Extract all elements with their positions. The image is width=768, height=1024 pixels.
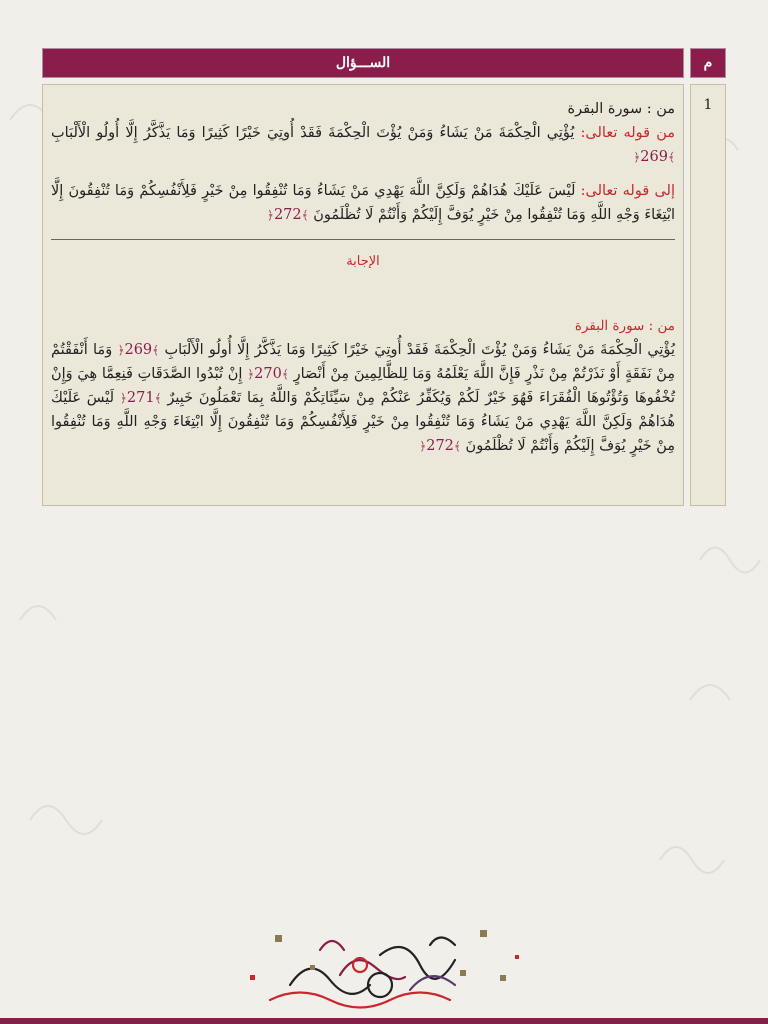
- ornament-close: ﴿: [266, 208, 274, 222]
- ornament-close: ﴿: [633, 150, 641, 164]
- ornament-open: ﴾: [453, 439, 461, 453]
- ayah-number: 271: [126, 390, 155, 406]
- ornament-open: ﴾: [667, 150, 675, 164]
- question-part2: [51, 179, 675, 227]
- answer-source: من : سورة البقرة: [574, 318, 675, 334]
- ornament-close: ﴿: [419, 439, 427, 453]
- ornament-open: ﴾: [152, 343, 160, 357]
- calligraphy-decoration: [230, 915, 540, 1015]
- ornament-open: ﴾: [281, 367, 289, 381]
- ornament-close: ﴿: [119, 391, 127, 405]
- header-number: م: [690, 48, 726, 78]
- answer-verse-4: لَيْسَ عَلَيْكَ هُدَاهُمْ وَلَكِنَّ اللَّهَ يَهْدِي مَنْ يَشَاءُ وَمَا تُنْفِقُوا مِنْ خَيْرٍ فَلِأَنْفُسِكُمْ وَمَا تُنْفِقُونَ إِلَّا ابْتِغَاءَ وَجْهِ اللَّهِ وَمَا تُنْفِقُوا مِنْ خَيْرٍ يُوَفَّ إِلَيْكُمْ وَأَنْتُمْ لَا تُظْلَمُونَ: [51, 390, 675, 454]
- answer-text: [51, 338, 675, 458]
- question-cell: [42, 84, 684, 506]
- question-part1: [51, 121, 675, 169]
- ornament-open: ﴾: [301, 208, 309, 222]
- answer-verse-2: وَمَا أَنْفَقْتُمْ مِنْ نَفَقَةٍ أَوْ نَذَرْتُمْ مِنْ نَذْرٍ فَإِنَّ اللَّهَ يَعْلَمُهُ وَمَا لِلظَّالِمِينَ مِنْ أَنْصَارٍ: [51, 342, 676, 382]
- answer-ayah-269: [117, 342, 159, 358]
- ornament-close: ﴿: [247, 367, 255, 381]
- ornament-close: ﴿: [117, 343, 125, 357]
- row-number: [690, 84, 726, 506]
- question-source: من : سورة البقرة: [567, 101, 675, 117]
- ayah-number: 269: [124, 342, 153, 358]
- ayah-number: 269: [640, 149, 668, 165]
- answer-verse-3: إِنْ تُبْدُوا الصَّدَقَاتِ فَنِعِمَّا هِيَ وَإِنْ تُخْفُوهَا وَتُؤْتُوهَا الْفُقَرَاءَ فَهُوَ خَيْرٌ لَكُمْ وَيُكَفِّرُ عَنْكُمْ مِنْ سَيِّئَاتِكُمْ وَاللَّهُ بِمَا تَعْمَلُونَ خَبِيرٌ: [51, 366, 675, 406]
- answer-ayah-272: [419, 438, 461, 454]
- ornament-open: ﴾: [154, 391, 162, 405]
- answer-ayah-271: [120, 390, 162, 406]
- row-number-value: 1: [703, 97, 713, 113]
- ayah-number-272: [267, 207, 309, 223]
- ayah-number: 270: [254, 366, 282, 382]
- answer-ayah-270: [247, 366, 289, 382]
- ayah-number: 272: [273, 207, 302, 223]
- question-part1-prefix: من قوله تعالى:: [574, 125, 676, 141]
- header-question: الســـؤال: [42, 48, 684, 78]
- answer-title: الإجابة: [346, 254, 380, 269]
- answer-verse-1: يُؤْتِي الْحِكْمَةَ مَنْ يَشَاءُ وَمَنْ يُؤْتَ الْحِكْمَةَ فَقَدْ أُوتِيَ خَيْرًا كَثِيرًا وَمَا يَذَّكَّرُ إِلَّا أُولُو الْأَلْبَابِ: [164, 342, 675, 358]
- question-part2-prefix: إلى قوله تعالى:: [575, 183, 675, 199]
- question-part2-text: لَيْسَ عَلَيْكَ هُدَاهُمْ وَلَكِنَّ اللَّهَ يَهْدِي مَنْ يَشَاءُ وَمَا تُنْفِقُوا مِنْ خَيْرٍ فَلِأَنْفُسِكُمْ وَمَا تُنْفِقُونَ إِلَّا ابْتِغَاءَ وَجْهِ اللَّهِ وَمَا تُنْفِقُوا مِنْ خَيْرٍ يُوَفَّ إِلَيْكُمْ وَأَنْتُمْ لَا تُظْلَمُونَ: [51, 183, 675, 223]
- bottom-border: [0, 1018, 768, 1024]
- ayah-number-269: [633, 149, 675, 165]
- question-part1-text: يُؤْتِي الْحِكْمَةَ مَنْ يَشَاءُ وَمَنْ يُؤْتَ الْحِكْمَةَ فَقَدْ أُوتِيَ خَيْرًا كَثِيرًا وَمَا يَذَّكَّرُ إِلَّا أُولُو الْأَلْبَابِ: [51, 125, 575, 141]
- ayah-number: 272: [426, 438, 454, 454]
- divider: [51, 239, 675, 240]
